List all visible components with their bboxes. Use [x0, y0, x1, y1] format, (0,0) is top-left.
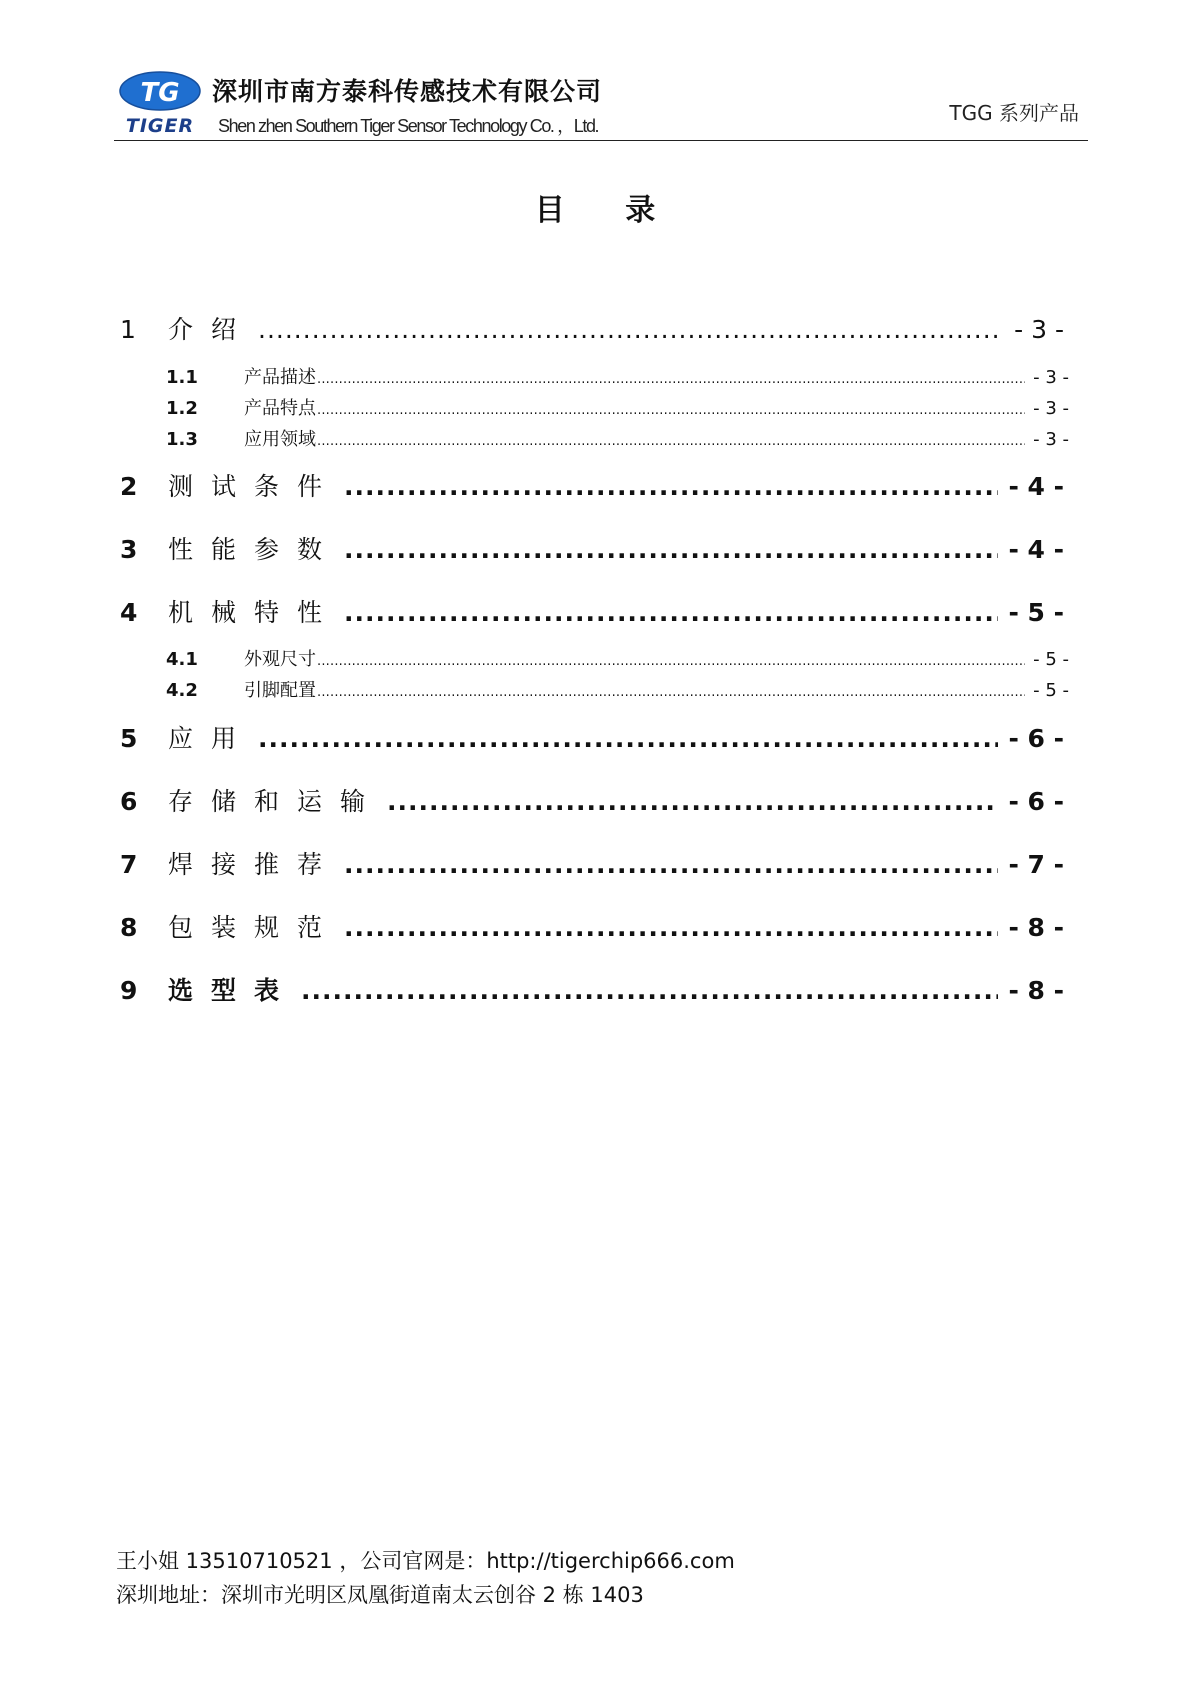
toc-entry-number: 4.2	[166, 680, 198, 701]
toc-entry-page: - 3 -	[1014, 315, 1064, 344]
toc-dot-leader	[344, 472, 998, 501]
toc-entry-number: 1.1	[166, 367, 198, 388]
header-divider	[114, 140, 1088, 141]
toc-entry-number: 1.2	[166, 398, 198, 419]
footer-address: 深圳地址：深圳市光明区凤凰街道南太云创谷 2 栋 1403	[116, 1583, 644, 1607]
toc-entry-1-2[interactable]	[166, 394, 1069, 420]
toc-entry-number: 2	[120, 472, 138, 501]
toc-entry-page: - 5 -	[1033, 680, 1069, 701]
toc-dot-leader	[317, 685, 1025, 700]
toc-entry-label: 机械特性	[168, 598, 341, 627]
toc-entry-4[interactable]	[120, 593, 1064, 629]
toc-entry-page: - 4 -	[1008, 535, 1064, 564]
toc-entry-page: - 6 -	[1008, 787, 1064, 816]
toc-entry-page: - 5 -	[1008, 598, 1064, 627]
toc-entry-page: - 6 -	[1008, 724, 1064, 753]
toc-title: 目 录	[534, 193, 656, 228]
toc-entry-label: 存储和运输	[168, 787, 384, 816]
toc-entry-page: - 8 -	[1008, 976, 1064, 1005]
logo-letters: TG	[140, 78, 180, 108]
toc-entry-page: - 8 -	[1008, 913, 1064, 942]
toc-entry-label: 外观尺寸	[244, 649, 316, 670]
toc-entry-9[interactable]	[120, 971, 1064, 1007]
toc-entry-8[interactable]	[120, 908, 1064, 944]
series-label: TGG 系列产品	[949, 101, 1079, 125]
company-name-en: Shen zhen Southern Tiger Sensor Technology Co. ，Ltd.	[218, 116, 599, 136]
toc-entry-label: 性能参数	[168, 535, 341, 564]
toc-dot-leader	[344, 913, 998, 942]
toc-entry-number: 1.3	[166, 429, 198, 450]
toc-dot-leader	[344, 535, 998, 564]
toc-entry-label: 产品特点	[244, 398, 316, 419]
toc-entry-label: 产品描述	[244, 367, 316, 388]
logo-word: TIGER	[125, 115, 195, 136]
toc-entry-page: - 3 -	[1033, 398, 1069, 419]
toc-entry-page: - 7 -	[1008, 850, 1064, 879]
toc-entry-4-2[interactable]	[166, 676, 1069, 702]
toc-dot-leader	[258, 315, 998, 344]
toc-entry-page: - 3 -	[1033, 429, 1069, 450]
toc-entry-1-3[interactable]	[166, 425, 1069, 451]
toc-dot-leader	[301, 976, 998, 1005]
toc-dot-leader	[317, 372, 1025, 387]
toc-entry-number: 4.1	[166, 649, 198, 670]
toc-entry-number: 7	[120, 850, 138, 879]
toc-entry-7[interactable]	[120, 845, 1064, 881]
toc-dot-leader	[387, 787, 998, 816]
toc-entry-6[interactable]	[120, 782, 1064, 818]
footer-contact: 王小姐 13510710521 ，公司官网是：http://tigerchip666.com	[116, 1549, 735, 1573]
toc-entry-label: 测试条件	[168, 472, 341, 501]
toc-entry-label: 引脚配置	[244, 680, 316, 701]
tiger-logo	[117, 70, 203, 136]
toc-dot-leader	[344, 598, 998, 627]
toc-entry-label: 应用领域	[244, 429, 316, 450]
company-name-cn: 深圳市南方泰科传感技术有限公司	[212, 77, 603, 106]
toc-entry-4-1[interactable]	[166, 645, 1069, 671]
toc-dot-leader	[317, 434, 1025, 449]
toc-entry-label: 包装规范	[168, 913, 341, 942]
toc-entry-label: 介绍	[168, 315, 255, 344]
toc-entry-label: 焊接推荐	[168, 850, 341, 879]
toc-dot-leader	[258, 724, 998, 753]
toc-entry-page: - 4 -	[1008, 472, 1064, 501]
toc-entry-page: - 5 -	[1033, 649, 1069, 670]
toc-entry-number: 4	[120, 598, 138, 627]
page-footer	[116, 1545, 735, 1613]
toc-entry-number: 8	[120, 913, 138, 942]
toc-entry-1-1[interactable]	[166, 363, 1069, 389]
toc-entry-label: 应用	[168, 724, 255, 753]
toc-entry-number: 6	[120, 787, 138, 816]
toc-dot-leader	[344, 850, 998, 879]
toc-entry-1[interactable]	[120, 310, 1064, 346]
toc-entry-number: 5	[120, 724, 138, 753]
toc-entry-number: 1	[120, 315, 136, 344]
toc-entry-number: 9	[120, 976, 138, 1005]
toc-entry-3[interactable]	[120, 530, 1064, 566]
toc-entry-label: 选型表	[168, 976, 298, 1005]
page-header	[117, 66, 1087, 142]
toc-dot-leader	[317, 403, 1025, 418]
toc-entry-2[interactable]	[120, 467, 1064, 503]
toc-entry-page: - 3 -	[1033, 367, 1069, 388]
toc-entry-number: 3	[120, 535, 138, 564]
toc-entry-5[interactable]	[120, 719, 1064, 755]
toc-dot-leader	[317, 654, 1025, 669]
